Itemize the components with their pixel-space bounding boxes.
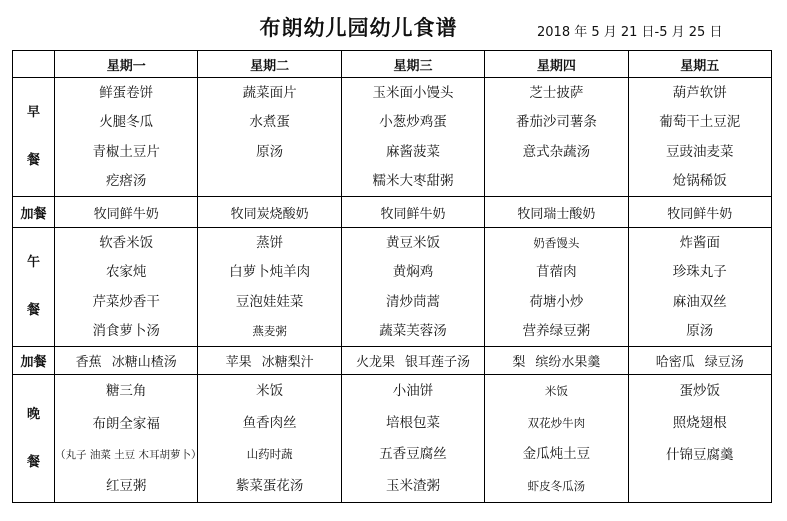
title-text: 布朗幼儿园幼儿食谱 [259, 16, 458, 40]
dish: 番茄沙司薯条 [515, 114, 597, 131]
dish: 燕麦粥 [252, 324, 287, 339]
dish: 双花炒牛肉 [527, 415, 586, 430]
drink: 绿豆汤 [704, 355, 744, 370]
dish: 山药时蔬 [246, 447, 293, 462]
dish: 金瓜炖土豆 [522, 446, 591, 463]
dish: 炝锅稀饭 [672, 173, 727, 190]
lunch-label [13, 228, 55, 347]
menu-cell [198, 375, 341, 503]
menu-table [12, 50, 772, 503]
dish: 糖三角 [105, 383, 147, 400]
dish: 糯米大枣甜粥 [372, 173, 454, 190]
snack-item: 牧同鲜牛奶 [55, 197, 198, 228]
lunch-row [13, 228, 772, 347]
dish: 什锦豆腐羹 [666, 447, 734, 463]
dish: 营养绿豆粥 [522, 323, 591, 340]
dish: 虾皮冬瓜汤 [527, 479, 586, 494]
fruit: 火龙果 [355, 355, 395, 370]
dish: 红豆粥 [105, 477, 147, 494]
dish: 葫芦软饼 [672, 84, 727, 101]
day-header: 星期四 [485, 51, 628, 78]
menu-cell [341, 375, 484, 503]
dish: 苜蓿肉 [536, 264, 577, 281]
dish: 蔬菜芙蓉汤 [379, 323, 447, 340]
dish: 照烧翅根 [672, 415, 727, 431]
snack-item [628, 347, 771, 375]
dish: 奶香馒头 [533, 235, 580, 250]
dish: 豆泡娃娃菜 [235, 293, 304, 310]
dish: 意式杂蔬汤 [522, 143, 591, 160]
fruit: 香蕉 [75, 355, 102, 370]
dish: 疙瘩汤 [105, 173, 147, 190]
dish: 蔬菜面片 [242, 84, 297, 101]
dish: 白萝卜炖羊肉 [229, 264, 311, 281]
snack-item: 牧同瑞士酸奶 [485, 197, 628, 228]
lunch-label-top: 午 [26, 255, 40, 270]
dish: 玉米渣粥 [385, 478, 440, 495]
dish: 麻油双丝 [672, 293, 727, 310]
day-header: 星期二 [198, 51, 341, 78]
dish: 青椒土豆片 [92, 143, 160, 160]
dish: 芹菜炒香干 [92, 293, 160, 310]
menu-cell [55, 228, 198, 347]
breakfast-label-top: 早 [26, 105, 40, 120]
dish: 软香米饭 [99, 234, 154, 251]
dish: 豆豉油麦菜 [666, 143, 734, 160]
dish: 布朗全家福 [92, 416, 160, 433]
drink: 缤纷水果羹 [535, 355, 601, 370]
menu-cell [485, 78, 628, 197]
snack-item [485, 347, 628, 375]
dish: 水煮蛋 [249, 114, 290, 131]
dish: 黄豆米饭 [385, 234, 440, 251]
snack2-label: 加餐 [13, 347, 55, 375]
header-row [13, 51, 772, 78]
menu-cell [628, 375, 771, 503]
dish: 小葱炒鸡蛋 [379, 114, 447, 131]
dish: 芝士披萨 [529, 84, 584, 101]
dinner-label-top: 晚 [26, 406, 40, 422]
date-range: 2018 年 5 月 21 日-5 月 25 日 [537, 25, 723, 40]
dish: 麻酱菠菜 [385, 143, 440, 160]
dish: 米饭 [256, 382, 284, 399]
drink: 冰糖梨汁 [261, 355, 314, 370]
snack-item: 牧同炭烧酸奶 [198, 197, 341, 228]
menu-cell [341, 78, 484, 197]
lunch-label-bottom: 餐 [26, 303, 40, 318]
dish: 原汤 [256, 143, 284, 160]
dish: 荷塘小炒 [529, 293, 584, 310]
menu-cell [198, 228, 341, 347]
dish: 炸酱面 [679, 234, 721, 251]
dish: 原汤 [686, 323, 714, 340]
dish: 农家炖 [105, 264, 147, 281]
menu-cell [55, 375, 202, 503]
drink: 银耳莲子汤 [404, 355, 470, 370]
drink: 冰糖山楂汤 [111, 355, 177, 370]
breakfast-label-bottom: 餐 [26, 153, 40, 168]
dinner-row [13, 375, 772, 503]
snack1-row [13, 197, 772, 228]
dish: 黄焖鸡 [392, 264, 434, 281]
menu-cell [198, 78, 341, 197]
dinner-label-bottom: 餐 [26, 454, 40, 470]
dish: 火腿冬瓜 [99, 114, 154, 131]
breakfast-label [13, 78, 55, 197]
day-header: 星期五 [628, 51, 771, 78]
fruit: 哈密瓜 [655, 355, 695, 370]
corner-cell [13, 51, 55, 78]
menu-cell [485, 228, 628, 347]
dish [198, 173, 340, 189]
breakfast-row [13, 78, 772, 197]
dish: 培根包菜 [385, 414, 440, 431]
snack-item [341, 347, 484, 375]
dish: 消食萝卜汤 [92, 323, 160, 340]
snack-item: 牧同鲜牛奶 [341, 197, 484, 228]
snack-item [198, 347, 341, 375]
snack-item [55, 347, 198, 375]
menu-cell [55, 78, 198, 197]
fruit: 梨 [512, 355, 526, 370]
dish: 蒸饼 [256, 234, 284, 251]
dish: 葡萄干土豆泥 [659, 114, 741, 131]
snack-item: 牧同鲜牛奶 [628, 197, 771, 228]
dish: 蛋炒饭 [679, 383, 721, 399]
menu-cell [485, 375, 628, 503]
dish-note: （丸子 油菜 土豆 木耳胡萝卜） [55, 448, 202, 461]
dish: 米饭 [544, 383, 568, 398]
dish: 清炒茼蒿 [385, 293, 440, 310]
menu-cell [628, 228, 771, 347]
dish: 鲜蛋卷饼 [99, 84, 154, 101]
menu-cell [628, 78, 771, 197]
dish: 玉米面小馒头 [372, 84, 454, 101]
dish: 鱼香肉丝 [242, 414, 297, 431]
snack2-row [13, 347, 772, 375]
dish [485, 173, 627, 189]
dish: 小油饼 [392, 382, 434, 399]
snack1-label: 加餐 [13, 197, 55, 228]
day-header: 星期三 [341, 51, 484, 78]
fruit: 苹果 [225, 355, 252, 370]
dish: 五香豆腐丝 [379, 446, 447, 463]
menu-cell [341, 228, 484, 347]
dish: 紫菜蛋花汤 [235, 478, 304, 495]
dinner-label [13, 375, 55, 503]
day-header: 星期一 [55, 51, 198, 78]
dish: 珍珠丸子 [672, 264, 727, 281]
